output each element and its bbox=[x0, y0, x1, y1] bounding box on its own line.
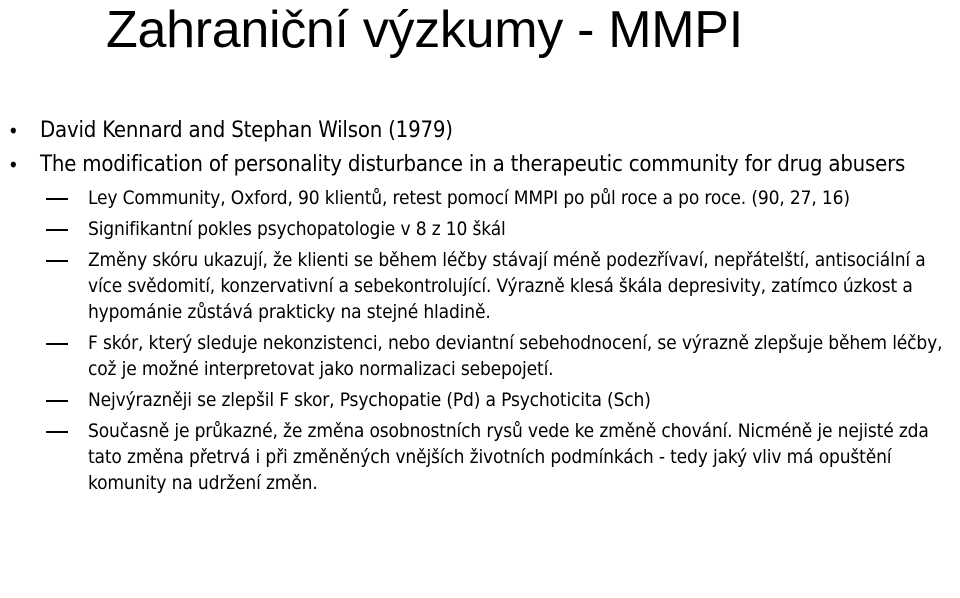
bullet-icon: • bbox=[8, 153, 19, 177]
dash-icon bbox=[46, 400, 68, 402]
slide-title: Zahraniční výzkumy - MMPI bbox=[106, 1, 743, 59]
subbullet-item bbox=[0, 216, 948, 242]
subbullet-item bbox=[0, 387, 948, 413]
subbullet-item bbox=[0, 330, 948, 382]
subbullet-text: F skór, který sleduje nekonzistenci, nebo deviantní sebehodnocení, se výrazně zlepšuje během léčby, což je možné interpretovat jako normalizaci sebepojetí. bbox=[88, 332, 943, 380]
dash-icon bbox=[46, 260, 68, 262]
bullet-text: David Kennard and Stephan Wilson (1979) bbox=[40, 118, 453, 143]
bullet-item bbox=[0, 150, 930, 180]
dash-icon bbox=[46, 229, 68, 231]
subbullet-text: Současně je průkazné, že změna osobnostních rysů vede ke změně chování. Nicméně je nejisté zda tato změna přetrvá i při změněných vnějších životních podmínkách - tedy jaký vliv má opuštění komunity na udržení změn. bbox=[88, 420, 929, 494]
bullet-icon: • bbox=[8, 119, 19, 143]
subbullet-item bbox=[0, 418, 948, 496]
subbullet-item bbox=[0, 247, 948, 325]
subbullet-text: Nejvýrazněji se zlepšil F skor, Psychopatie (Pd) a Psychoticita (Sch) bbox=[88, 389, 651, 411]
dash-icon bbox=[46, 343, 68, 345]
subbullet-item bbox=[0, 185, 948, 211]
bullet-item bbox=[0, 116, 930, 146]
dash-icon bbox=[46, 198, 68, 200]
slide-body bbox=[0, 116, 960, 496]
subbullet-text: Ley Community, Oxford, 90 klientů, retest pomocí MMPI po půl roce a po roce. (90, 27, 16) bbox=[88, 187, 850, 209]
dash-icon bbox=[46, 431, 68, 433]
bullet-text: The modification of personality disturbance in a therapeutic community for drug abusers bbox=[40, 152, 906, 177]
subbullet-text: Signifikantní pokles psychopatologie v 8 z 10 škál bbox=[88, 218, 506, 240]
subbullet-text: Změny skóru ukazují, že klienti se během léčby stávají méně podezřívaví, nepřátelští, antisociální a více svědomití, konzervativní a sebekontrolující. Výrazně klesá škála depresivity, zatímco úzkost a hypománie zůstává prakticky na stejné hladině. bbox=[88, 249, 926, 323]
